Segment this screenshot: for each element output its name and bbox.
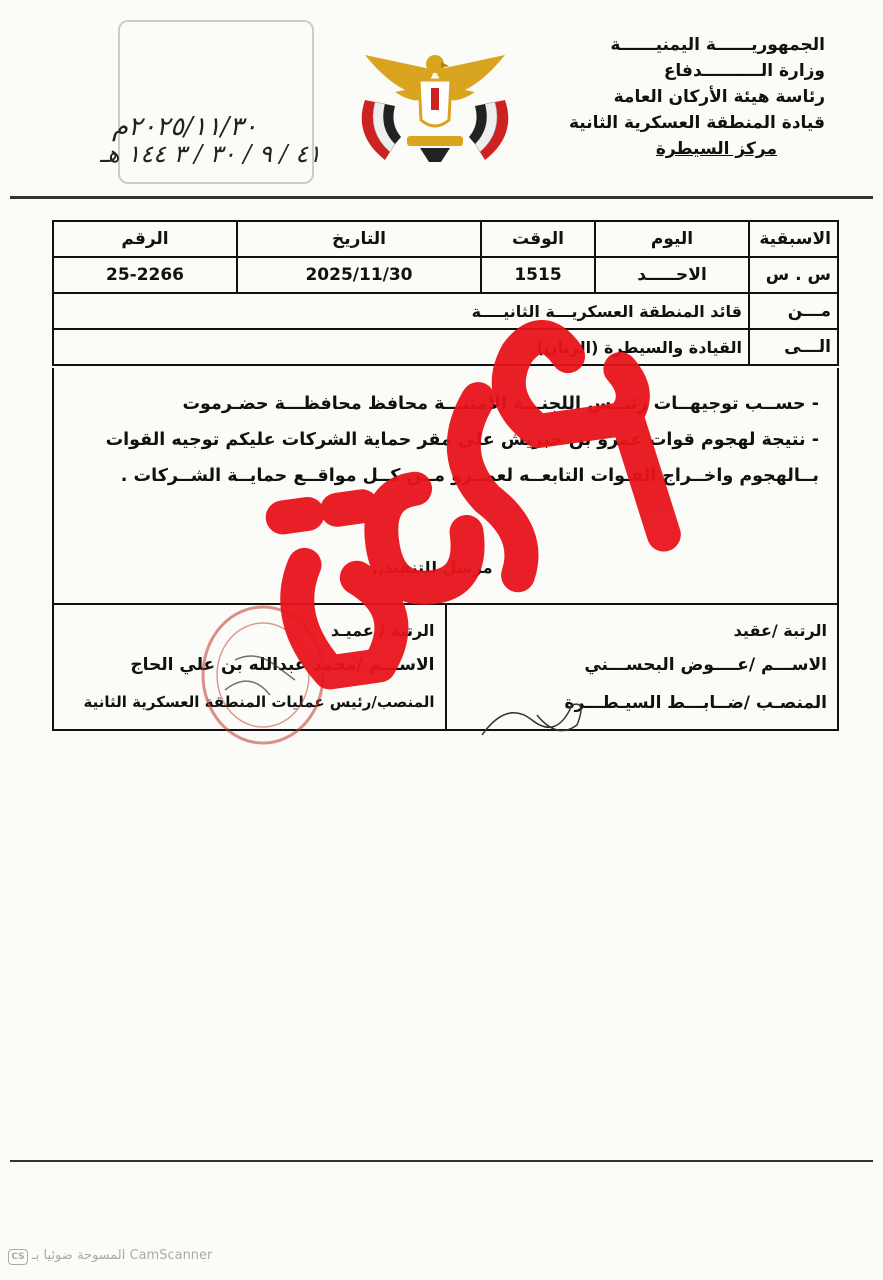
number-header: الرقم (53, 221, 237, 257)
sender-rank: الرتبة /عقيد (733, 621, 827, 640)
approver-name: الاســـم /محمد عبدالله بن علي الحاج (130, 655, 435, 675)
handwritten-gregorian-date: ٢٠٢٥/١١/٣٠م (112, 112, 258, 142)
sender-position: المنصـب /ضــابـــط السيـطـــرة (564, 693, 827, 713)
day-value: الاحـــــد (595, 257, 749, 293)
letterhead-line: الجمهوريــــــة اليمنيــــــة (610, 35, 825, 55)
letterhead-line: قيادة المنطقة العسكرية الثانية (568, 113, 825, 133)
priority-header: الاسبقية (749, 221, 838, 257)
date-value: 2025/11/30 (237, 257, 481, 293)
camscanner-watermark (8, 1248, 212, 1265)
to-value: القيادة والسيطرة (الريان) (53, 329, 749, 365)
camscanner-icon: CS (8, 1249, 28, 1265)
letterhead-line: رئاسة هيئة الأركان العامة (613, 87, 825, 107)
day-header: اليوم (595, 221, 749, 257)
letterhead (568, 32, 825, 162)
camscanner-text: المسوحة ضوئيا بـ CamScanner (32, 1248, 213, 1263)
priority-value: س . س (749, 257, 838, 293)
time-header: الوقت (481, 221, 595, 257)
header-divider (10, 196, 873, 199)
approver-position: المنصب/رئيس عمليات المنطقة العسكرية الثانية (83, 693, 435, 711)
body-line: - نتيجة لهجوم قوات عمرو بن حبريش على مقر حماية الشركات عليكم توجيه القوات (105, 430, 819, 450)
body-line: - حســب توجيهــات رئيــس اللجنـــة الامنيـــة محافظ محافظـــة حضـرموت (182, 394, 819, 414)
from-value: قائد المنطقة العسكريـــة الثانيــــة (53, 293, 749, 329)
send-for-execution-note: مرسل للتنفيذ,, (372, 558, 493, 577)
from-label: مـــن (749, 293, 838, 329)
to-label: الـــى (749, 329, 838, 365)
forged-overlay-stamp-icon (216, 298, 744, 741)
number-value: 25-2266 (53, 257, 237, 293)
date-header: التاريخ (237, 221, 481, 257)
time-value: 1515 (481, 257, 595, 293)
sender-name: الاســـم /عــــوض البحســـني (584, 655, 827, 675)
control-center-label: مركز السيطرة (655, 139, 777, 159)
letterhead-line: وزارة الــــــــــدفاع (663, 61, 825, 81)
footer-divider (10, 1160, 873, 1162)
handwritten-hijri-date: ٤١ / ٩ / ٣٠ / ٣ ١٤٤ هـ (100, 140, 322, 168)
yemen-eagle-emblem-icon (345, 40, 525, 170)
body-line: بــالهجوم واخــراج القـوات التابعــه لعمــرو مــن كــل مواقــع حمايــة الشــركات . (120, 466, 819, 486)
approver-rank: الرتبة / عميـد (330, 621, 435, 640)
